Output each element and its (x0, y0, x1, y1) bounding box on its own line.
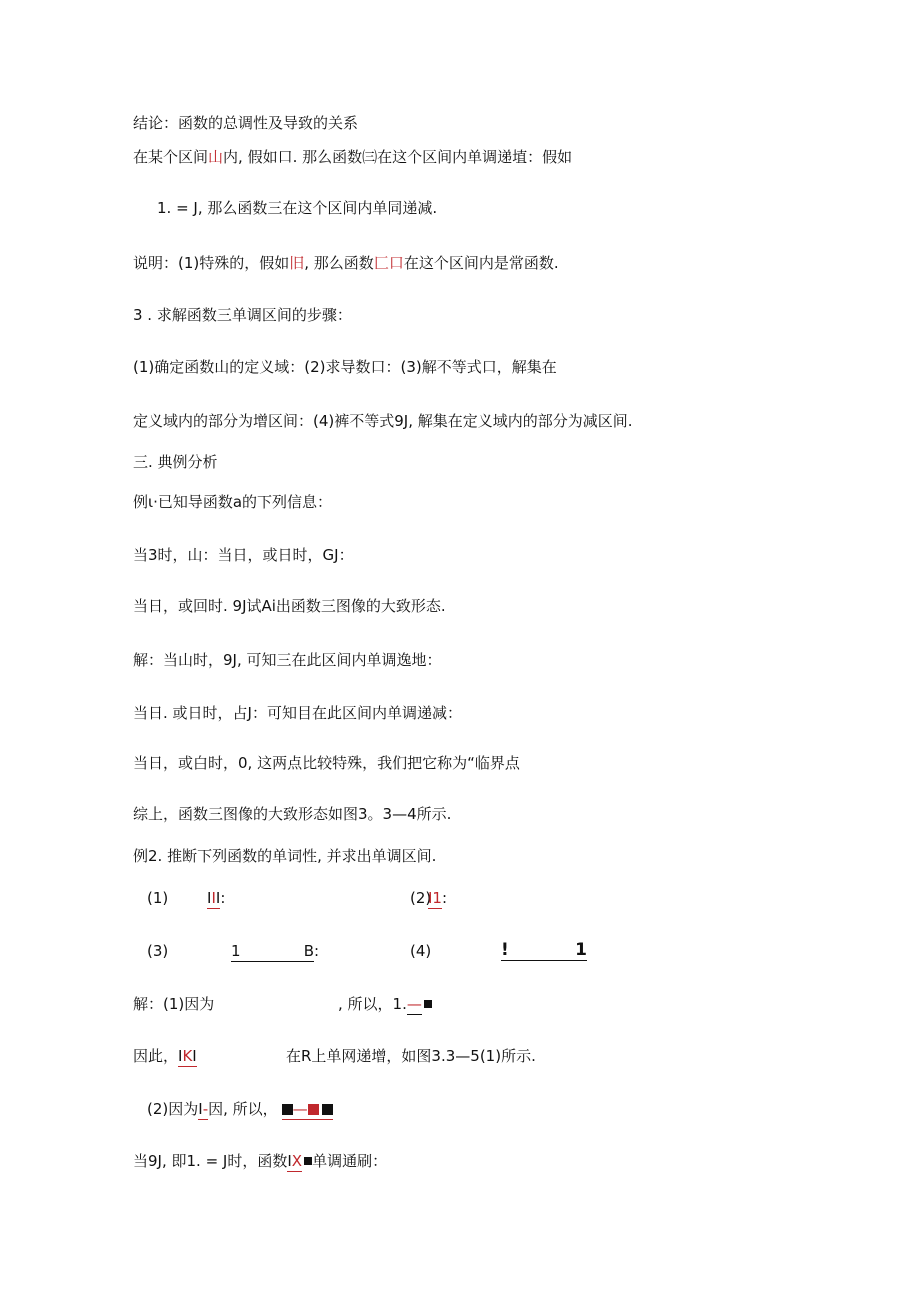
solution-line: 解：当山时，9J, 可知三在此区间内单调逸地： (133, 651, 442, 669)
text-line: 当日，或回时. 9J试Ai出函数三图像的大致形态. (133, 597, 446, 615)
square-mark (304, 1157, 312, 1165)
conclusion-heading: 结论：函数的总调性及导致的关系 (133, 114, 359, 132)
text-line: 1. = J, 那么函数三在这个区间内单同递减. (157, 199, 438, 217)
section-heading: 3 . 求解函数三单调区间的步骤： (133, 306, 352, 324)
example-title: 例ι·已知导函数a的下列信息： (133, 493, 333, 511)
text-line: 定义域内的部分为增区间：(4)裤不等式9J, 解集在定义域内的部分为减区间. (133, 412, 633, 430)
problem-number: (2) (410, 889, 432, 907)
section-heading: 三. 典例分析 (133, 453, 218, 471)
square-mark (282, 1104, 293, 1115)
problem-number: (3) (147, 942, 169, 960)
square-mark (322, 1104, 333, 1115)
text-line: 当日，或白时，0, 这两点比较特殊，我们把它称为“临界点 (133, 754, 520, 772)
solution-line: (2)因为I-因, 所以， — (147, 1099, 333, 1120)
problem-number: (1) (147, 889, 169, 907)
text-line: 当日. 或日时，占J：可知目在此区间内单调递减： (133, 704, 462, 722)
problem-expression: III: (207, 889, 226, 907)
solution-line: , 所以，1.— (338, 994, 432, 1015)
square-mark (308, 1104, 319, 1115)
text-line: 在R上单网递增，如图3.3—5(1)所示. (286, 1047, 536, 1065)
example-title: 例2. 推断下列函数的单词性, 并求出单调区间. (133, 847, 437, 865)
text-line: 因此，IKI (133, 1047, 197, 1065)
text-line: 当3时，山：当日，或日时，GJ： (133, 546, 354, 564)
note-line: 说明：(1)特殊的，假如旧, 那么函数匚口在这个区间内是常函数. (133, 254, 559, 272)
problem-expression: I1: (428, 889, 448, 907)
text-line: 综上，函数三图像的大致形态如图3。3—4所示. (133, 805, 452, 823)
square-mark (424, 1000, 432, 1008)
problem-expression: 1 B : (231, 942, 320, 960)
text-line: 当9J, 即1. = J时，函数IX 单调通刷： (133, 1152, 388, 1170)
problem-expression: ! 1 (501, 940, 587, 960)
problem-number: (4) (410, 942, 432, 960)
text-line: (1)确定函数山的定义域：(2)求导数口：(3)解不等式口，解集在 (133, 358, 557, 376)
solution-line: 解：(1)因为 (133, 995, 215, 1013)
text-line: 在某个区间山内, 假如口. 那么函数㈢在这个区间内单调递埴：假如 (133, 148, 573, 166)
